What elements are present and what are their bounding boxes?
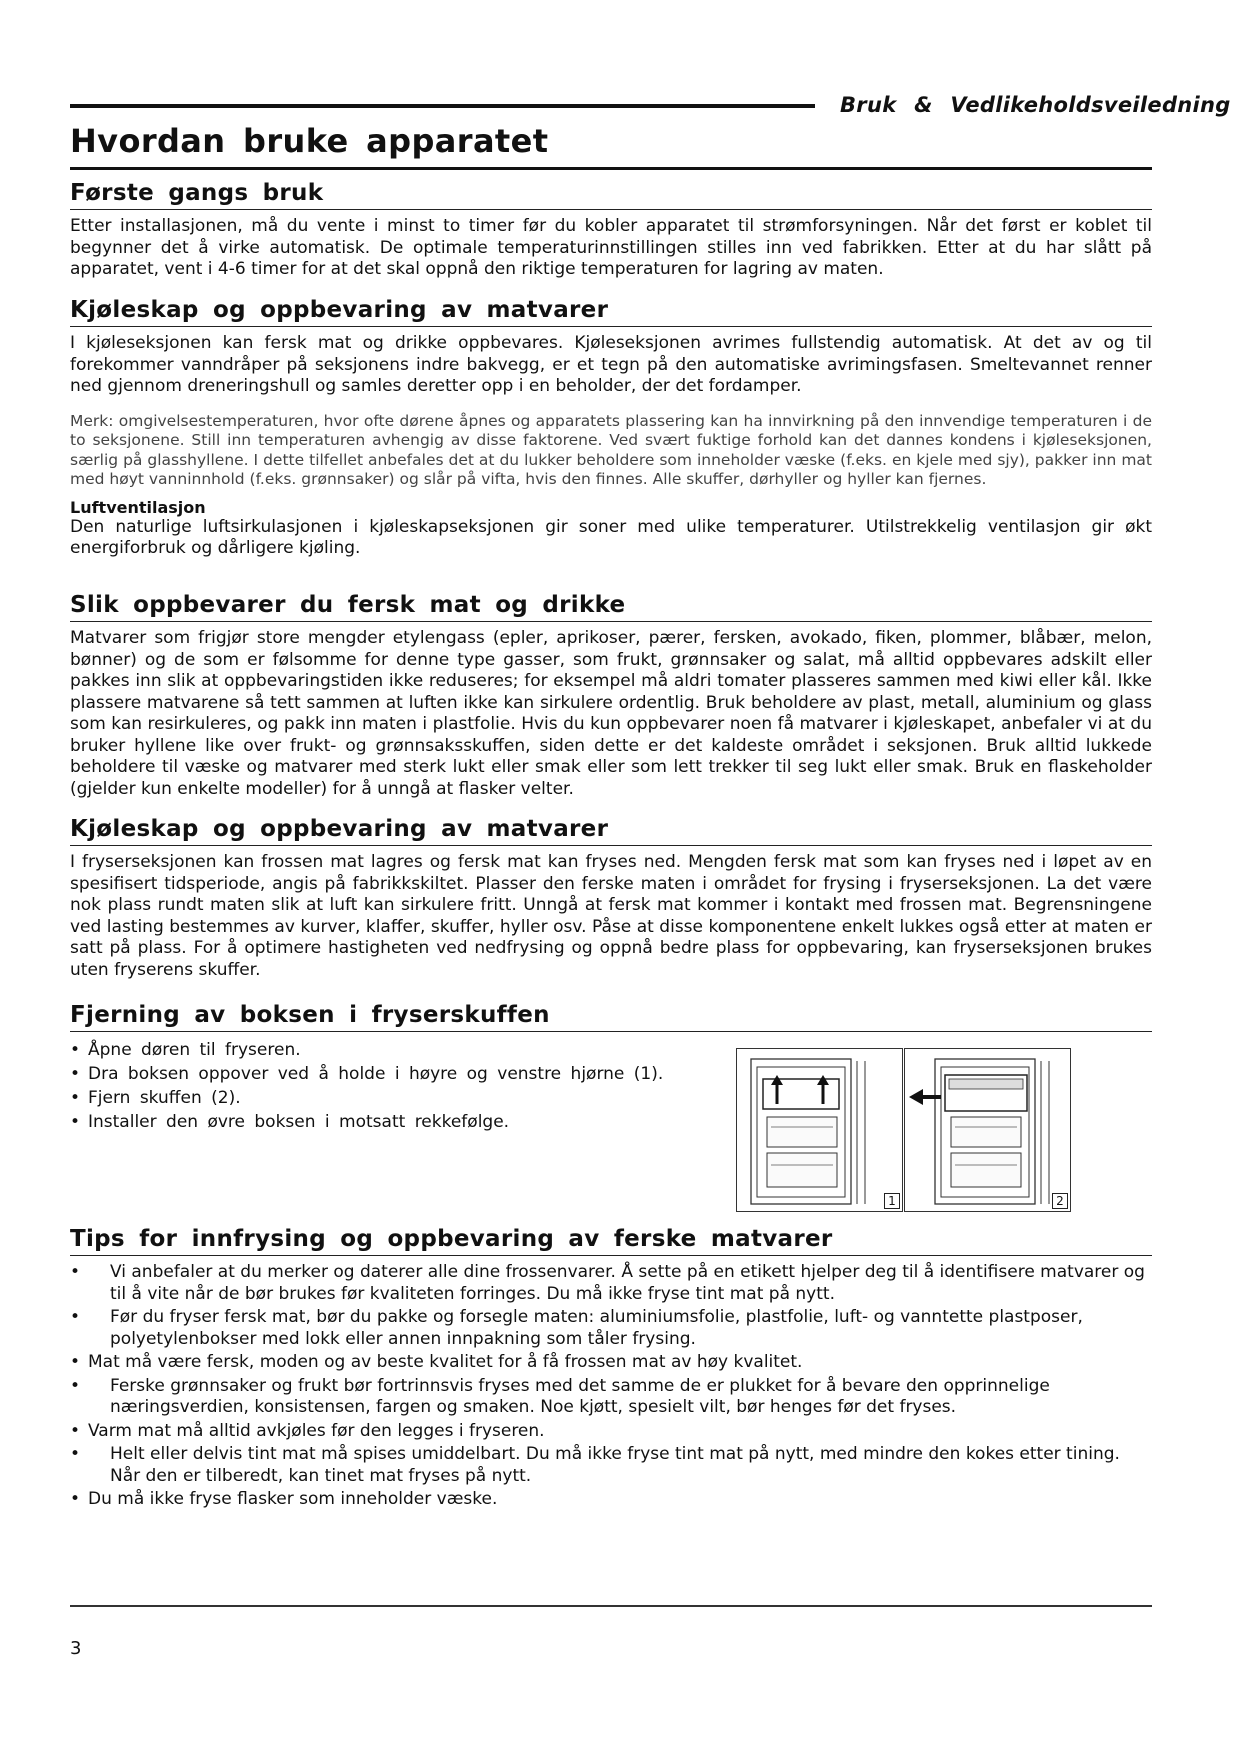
section-heading: Kjøleskap og oppbevaring av matvarer — [70, 297, 1152, 327]
freezer-lift-illustration — [737, 1049, 902, 1211]
list-item: • Installer den øvre boksen i motsatt rekkefølge. — [70, 1110, 1152, 1134]
list-item: • Du må ikke fryse flasker som inneholder væske. — [70, 1489, 1152, 1511]
figure-1 — [736, 1048, 903, 1212]
section-first-use — [70, 180, 1152, 281]
list-item: • Fjern skuffen (2). — [70, 1086, 1152, 1110]
page-title: Hvordan bruke apparatet — [70, 122, 549, 160]
section-heading: Kjøleskap og oppbevaring av matvarer — [70, 816, 1152, 846]
list-item: • Åpne døren til fryseren. — [70, 1038, 1152, 1062]
figure-label: 2 — [1052, 1193, 1068, 1209]
list-item: • Varm mat må alltid avkjøles før den legges i fryseren. — [70, 1421, 1152, 1443]
section-text: Matvarer som frigjør store mengder etylengass (epler, aprikoser, pærer, fersken, avokado, fiken, plommer, blåbær, melon, bønner) og de som er følsomme for denne type gasser, som frukt, grønnsaker og salat, må alltid oppbevares adskilt eller pakkes inn slik at oppbevaringstiden ikke reduseres; for eksempel må aldri tomater plasseres sammen med kiwi eller kål. Ikke plassere matvarene så tett sammen at luften ikke kan sirkulere ordentlig. Bruk beholdere av plast, metall, aluminium og glass som kan resirkuleres, og pakk inn maten i plastfolie. Hvis du kun oppbevarer noen få matvarer i kjøleskapet, anbefaler vi at du bruker hyllene like over frukt- og grønnsaksskuffen, siden dette er det kaldeste området i seksjonen. Bruk alltid lukkede beholdere til væske og matvarer med sterk lukt eller smak eller som lett trekker til seg lukt eller smak. Bruk en flaskeholder (gjelder kun enkelte modeller) for å unngå at flasker velter. — [70, 628, 1152, 799]
tips-list — [70, 1262, 1152, 1511]
section-text: I kjøleseksjonen kan fersk mat og drikke oppbevares. Kjøleseksjonen avrimes fullstendig automatisk. At det av og til forekommer vanndråper på seksjonens indre bakvegg, er et tegn på den automatiske avrimingsfasen. Smeltevannet renner ned gjennom dreneringshull og samles deretter opp i en beholder, der det fordamper. — [70, 333, 1152, 396]
note-text: Merk: omgivelsestemperaturen, hvor ofte dørene åpnes og apparatets plassering kan ha innvirkning på den innvendige temperaturen i de to seksjonene. Still inn temperaturen avhengig av disse faktorene. Ved svært fuktige forhold kan det dannes kondens i kjøleseksjonen, særlig på glasshyllene. I dette tilfellet anbefales det at du lukker beholdere som inneholder væske (f.eks. en kjele med sjy), pakker inn mat med høyt vanninnhold (f.eks. grønnsaker) og slår på vifta, hvis den finnes. Alle skuffer, dørhyller og hyller kan fjernes. — [70, 411, 1152, 488]
subheading-ventilation: Luftventilasjon — [70, 497, 206, 517]
list-item: • Mat må være fersk, moden og av beste kvalitet for å få frossen mat av høy kvalitet. — [70, 1352, 1152, 1374]
header-rule — [70, 104, 815, 108]
list-item: • Ferske grønnsaker og frukt bør fortrinnsvis fryses med det samme de er plukket for å bevare den opprinnelige næringsverdien, konsistensen, fargen og smaken. Noe kjøtt, spesielt vilt, bør henges før det fryses. — [70, 1376, 1152, 1419]
section-heading: Slik oppbevarer du fersk mat og drikke — [70, 592, 1152, 622]
figure-label: 1 — [884, 1193, 900, 1209]
running-head: Bruk & Vedlikeholdsveiledning — [840, 93, 1231, 117]
list-item: • Vi anbefaler at du merker og daterer alle dine frossenvarer. Å sette på en etikett hjelper deg til å identifisere matvarer og til å vite når de bør brukes før kvaliteten forringes. Du må ikke fryse tint mat på nytt. — [70, 1262, 1152, 1305]
section-heading: Fjerning av boksen i fryserskuffen — [70, 1002, 1152, 1032]
list-item: • Før du fryser fersk mat, bør du pakke og forsegle maten: aluminiumsfolie, plastfolie, luft- og vanntette plastposer, polyetylenbokser med lokk eller annen innpakning som tåler frysing. — [70, 1307, 1152, 1350]
drawer-pull-illustration — [905, 1049, 1070, 1211]
section-text: Etter installasjonen, må du vente i minst to timer før du kobler apparatet til strømforsyningen. Når det først er koblet til begynner det å virke automatisk. De optimale temperaturinnstillingen stilles inn ved fabrikken. Etter at du har slått på apparatet, vent i 4-6 timer for at det skal oppnå den riktige temperaturen for lagring av maten. — [70, 216, 1152, 279]
section-fresh-food — [70, 592, 1152, 800]
section-freezer-storage — [70, 816, 1152, 981]
list-item: • Dra boksen oppover ved å holde i høyre og venstre hjørne (1). — [70, 1062, 1152, 1086]
list-item: • Helt eller delvis tint mat må spises umiddelbart. Du må ikke fryse tint mat på nytt, med mindre den kokes etter tining. Når den er tilberedt, kan tinet mat fryses på nytt. — [70, 1444, 1152, 1487]
section-tips — [70, 1226, 1152, 1513]
footer-rule — [70, 1605, 1152, 1607]
figure-2 — [904, 1048, 1071, 1212]
section-heading: Første gangs bruk — [70, 180, 1152, 210]
section-text: I fryserseksjonen kan frossen mat lagres og fersk mat kan fryses ned. Mengden fersk mat som kan fryses ned i løpet av en spesifisert tidsperiode, angis på fabrikkskiltet. Plasser den ferske maten i området for frysing i fryserseksjonen. La det være nok plass rundt maten slik at luft kan sirkulere fritt. Unngå at fersk mat kommer i kontakt med frossen mat. Begrensningene ved lasting bestemmes av kurver, klaffer, skuffer, hyller osv. Påse at disse komponentene enkelt lukkes også etter at maten er satt på plass. For å optimere hastigheten ved nedfrysing og oppnå bedre plass for oppbevaring, kan fryserseksjonen brukes uten fryserens skuffer. — [70, 852, 1152, 980]
ventilation-text: Den naturlige luftsirkulasjonen i kjøleskapseksjonen gir soner med ulike temperaturer. Utilstrekkelig ventilasjon gir økt energiforbruk og dårligere kjøling. — [70, 516, 1152, 558]
section-fridge-storage — [70, 297, 1152, 560]
title-rule — [70, 167, 1152, 170]
page-number: 3 — [70, 1638, 82, 1659]
section-heading: Tips for innfrysing og oppbevaring av ferske matvarer — [70, 1226, 1152, 1256]
